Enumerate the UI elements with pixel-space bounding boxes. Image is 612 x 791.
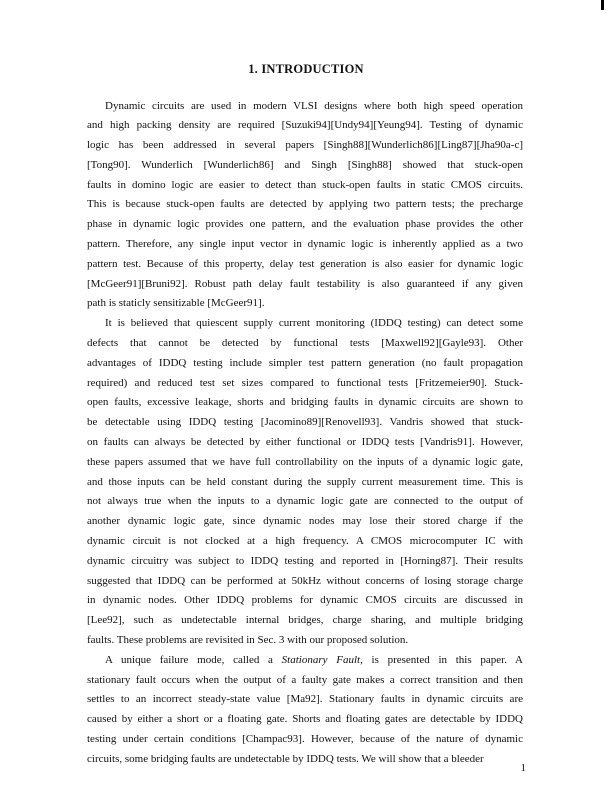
text-line: [McGeer91][Bruni92]. Robust path delay fault testability is also guaranteed if any given [87,277,523,290]
text-line: another dynamic logic gate, since dynamic nodes may lose their stored charge if the [87,515,523,528]
text-line: testing under certain conditions [Champac93]. However, because of the nature of dynamic [87,733,523,745]
text-line: [Tong90]. Wunderlich [Wunderlich86] and Singh [Singh88] showed that stuck-open [87,158,523,171]
text-line: logic has been addressed in several papers [Singh88][Wunderlich86][Ling87][Jha90a-c] [87,139,523,152]
text-line: defects that cannot be detected by functional tests [Maxwell92][Gayle93]. Other [87,337,523,350]
text-line: stationary fault occurs when the output of a faulty gate makes a correct transition and then [87,673,523,686]
text-line: pattern. Therefore, any single input vector in dynamic logic is inherently applied as a two [87,238,523,251]
page-number: 1 [520,762,526,774]
emphasized-term: Stationary Fault [281,653,361,666]
text-line: these papers assumed that we have full controllability on the inputs of a dynamic logic gate, [87,455,523,468]
section-heading: 1. INTRODUCTION [248,62,364,76]
text-line: circuits, some bridging faults are undetectable by IDDQ tests. We will show that a bleeder [87,752,484,765]
text-line: and high packing density are required [Suzuki94][Undy94][Yeung94]. Testing of dynamic [87,119,523,132]
text-line: be detectable using IDDQ testing [Jacomino89][Renovell93]. Vandris showed that stuck- [87,416,523,429]
text-line: required) and reduced test set sizes compared to functional tests [Fritzemeier90]. Stuck- [87,376,523,389]
text-line: open faults, excessive leakage, shorts and bridging faults in dynamic circuits are shown to [87,396,523,409]
body-text [87,97,523,770]
text-line: [Lee92], such as undetectable internal bridges, charge sharing, and multiple bridging [87,614,523,627]
paragraph [87,651,523,770]
text-line: Dynamic circuits are used in modern VLSI designs where both high speed operation [105,99,523,112]
text-line: A unique failure mode, called a Stationary Fault, is presented in this paper. A [105,653,524,666]
text-line: It is believed that quiescent supply current monitoring (IDDQ testing) can detect some [105,317,523,330]
text-line: advantages of IDDQ testing include simpler test pattern generation (no fault propagation [87,356,523,369]
text-line: path is staticly sensitizable [McGeer91]. [87,297,265,310]
text-line: phase in dynamic logic provides one pattern, and the evaluation phase provides the other [87,218,523,231]
text-line: faults. These problems are revisited in Sec. 3 with our proposed solution. [87,634,409,647]
text-line: on faults can always be detected by either functional or IDDQ tests [Vandris91]. However, [87,436,523,449]
text-line: This is because stuck-open faults are detected by applying two pattern tests; the precharge [87,198,523,211]
text-line: in dynamic nodes. Other IDDQ problems for dynamic CMOS circuits are discussed in [87,594,523,607]
paragraph [87,97,523,315]
text-line: faults in domino logic are easier to detect than stuck-open faults in static CMOS circuits. [87,178,523,191]
page-edge-mark [601,0,604,10]
text-line: settles to an incorrect steady-state value [Ma92]. Stationary faults in dynamic circuits are [87,693,523,706]
paragraph [87,314,523,651]
text-line: dynamic circuit is not clocked at a high frequency. A CMOS microcomputer IC with [87,535,523,548]
text-line: and those inputs can be held constant during the supply current measurement time. This is [87,475,523,488]
text-line: pattern test. Because of this property, delay test generation is also easier for dynamic logic [87,257,523,270]
text-line: dynamic circuitry was subject to IDDQ testing and reported in [Horning87]. Their results [87,554,523,567]
text-line: caused by either a short or a floating gate. Shorts and floating gates are detectable by IDDQ [87,713,523,726]
text-line: suggested that IDDQ can be performed at 50kHz without concerns of losing storage charge [87,574,523,587]
text-line: not always true when the inputs to a dynamic logic gate are connected to the output of [87,495,523,508]
